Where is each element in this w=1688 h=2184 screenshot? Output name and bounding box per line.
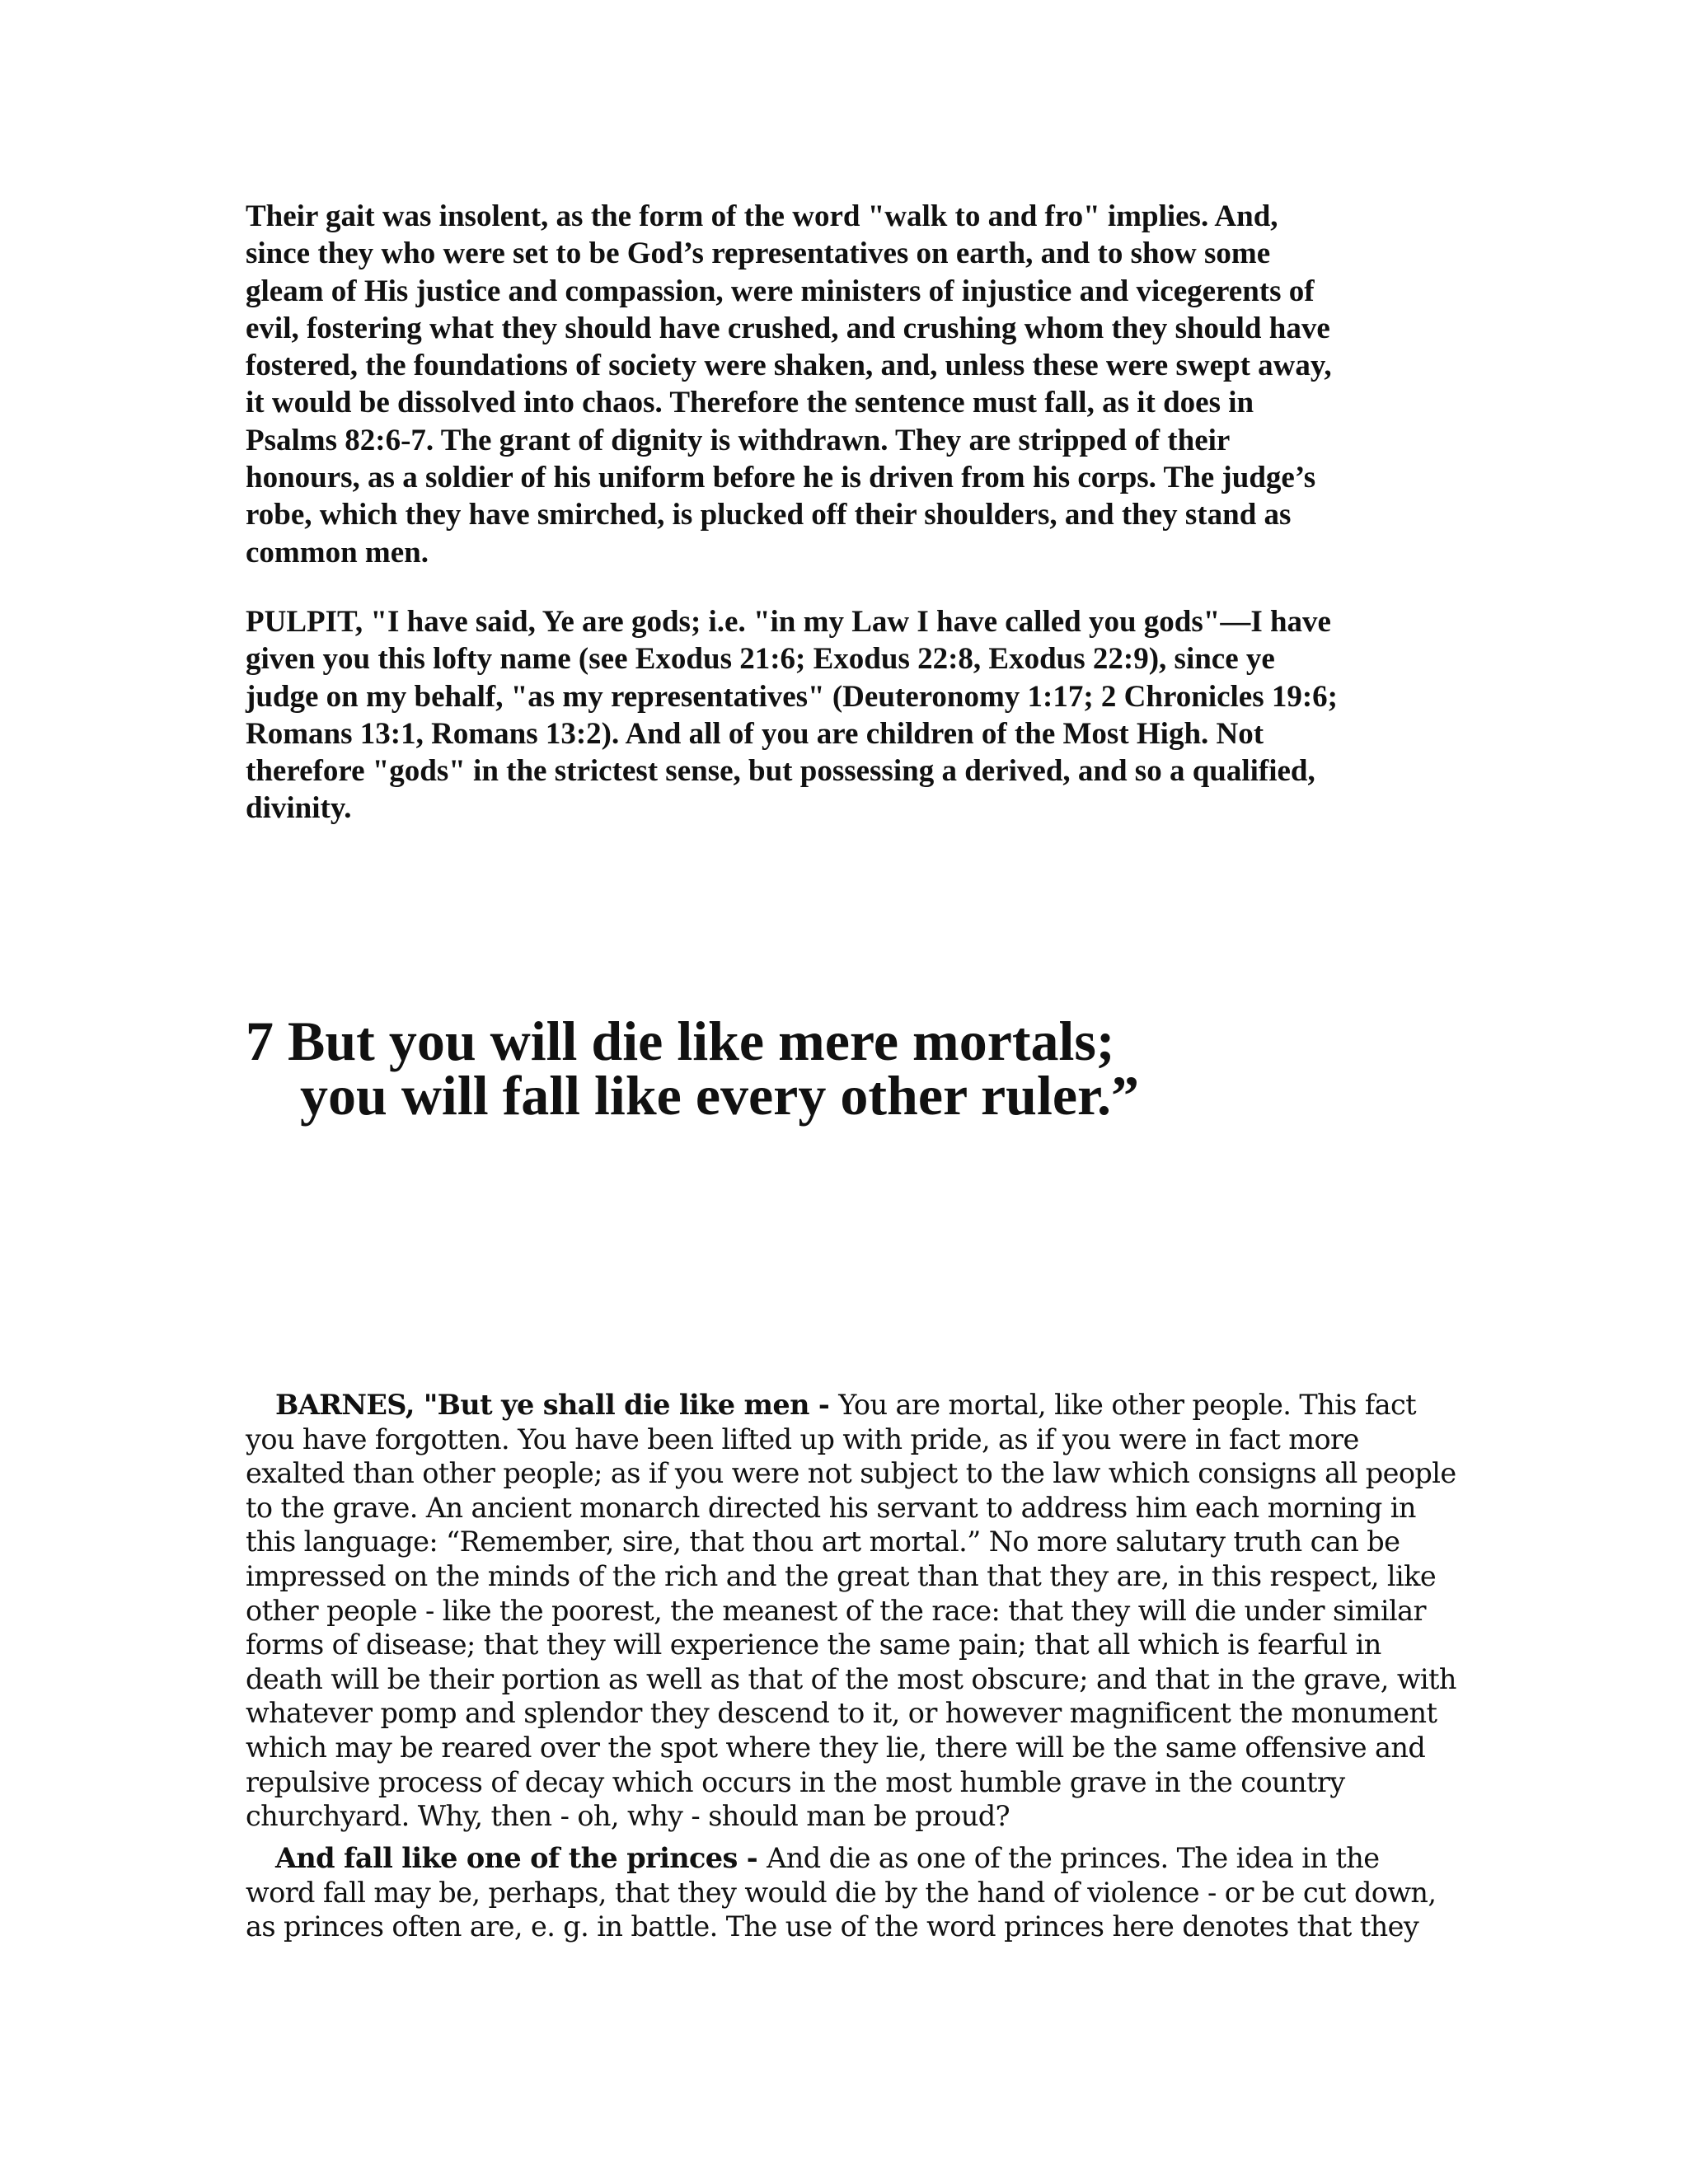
text-line: other people - like the poorest, the meanest of the race: that they will die under similar (246, 1594, 1426, 1627)
text-line: this language: “Remember, sire, that thou art mortal.” No more salutary truth can be (246, 1526, 1400, 1558)
text-line: word fall may be, perhaps, that they would die by the hand of violence - or be cut down, (246, 1876, 1437, 1909)
text-line: it would be dissolved into chaos. Therefore the sentence must fall, as it does in (246, 386, 1254, 420)
princes-paragraph (246, 1841, 1449, 1944)
text-line: death will be their portion as well as that of the most obscure; and that in the grave, with (246, 1662, 1456, 1695)
lead-bold: BARNES, "But ye shall die like men - (275, 1389, 839, 1421)
text-line: Their gait was insolent, as the form of the word "walk to and fro" implies. And, (246, 199, 1278, 233)
text-line: divinity. (246, 791, 352, 826)
text-line: Psalms 82:6-7. The grant of dignity is withdrawn. They are stripped of their (246, 423, 1231, 457)
text-line: to the grave. An ancient monarch directed his servant to address him each morning in (246, 1491, 1416, 1524)
text-line: you have forgotten. You have been lifted up with pride, as if you were in fact more (246, 1422, 1359, 1455)
verse-heading (246, 1010, 1139, 1127)
commentary-paragraph (246, 198, 1449, 571)
text-line: given you this lofty name (see Exodus 21:6; Exodus 22:8, Exodus 22:9), since ye (246, 642, 1275, 677)
barnes-paragraph (246, 1388, 1456, 1834)
text-line: judge on my behalf, "as my representatives" (Deuteronomy 1:17; 2 Chronicles 19:6; (246, 679, 1339, 714)
lead-bold: And fall like one of the princes - (275, 1842, 767, 1874)
text-line: repulsive process of decay which occurs in the most humble grave in the country (246, 1765, 1345, 1798)
text-line: which may be reared over the spot where they lie, there will be the same offensive and (246, 1731, 1426, 1764)
text-line: honours, as a soldier of his uniform before he is driven from his corps. The judge’s (246, 461, 1316, 495)
text-line: as princes often are, e. g. in battle. The use of the word princes here denotes that they (246, 1910, 1419, 1943)
lead-line (246, 1388, 1449, 1422)
lead-rest: And die as one of the princes. The idea in the (767, 1842, 1380, 1874)
text-line: evil, fostering what they should have crushed, and crushing whom they should have (246, 311, 1330, 345)
text-line: churchyard. Why, then - oh, why - should man be proud? (246, 1800, 1010, 1833)
text-line: impressed on the minds of the rich and the great than that they are, in this respect, like (246, 1559, 1437, 1592)
text-line: gleam of His justice and compassion, were ministers of injustice and vicegerents of (246, 274, 1315, 308)
text-line: exalted than other people; as if you were not subject to the law which consigns all people (246, 1457, 1456, 1490)
text-line: since they who were set to be God’s representatives on earth, and to show some (246, 237, 1271, 271)
text-line: whatever pomp and splendor they descend to it, or however magnificent the monument (246, 1697, 1437, 1730)
pulpit-paragraph (246, 603, 1449, 827)
verse-line-2: you will fall like every other ruler.” (300, 1064, 1139, 1127)
text-line: robe, which they have smirched, is plucked off their shoulders, and they stand as (246, 498, 1292, 532)
text-line: forms of disease; that they will experience the same pain; that all which is fearful in (246, 1629, 1381, 1661)
text-line: therefore "gods" in the strictest sense, but possessing a derived, and so a qualified, (246, 754, 1315, 789)
text-line: fostered, the foundations of society were shaken, and, unless these were swept away, (246, 349, 1332, 383)
text-line: Romans 13:1, Romans 13:2). And all of you are children of the Most High. Not (246, 716, 1264, 751)
text-line: PULPIT, "I have said, Ye are gods; i.e. "in my Law I have called you gods"—I have (246, 605, 1331, 639)
text-line: common men. (246, 535, 429, 569)
lead-line (246, 1841, 1449, 1876)
verse-line-1: 7 But you will die like mere mortals; (246, 1010, 1115, 1072)
lead-rest: You are mortal, like other people. This fact (838, 1389, 1417, 1421)
